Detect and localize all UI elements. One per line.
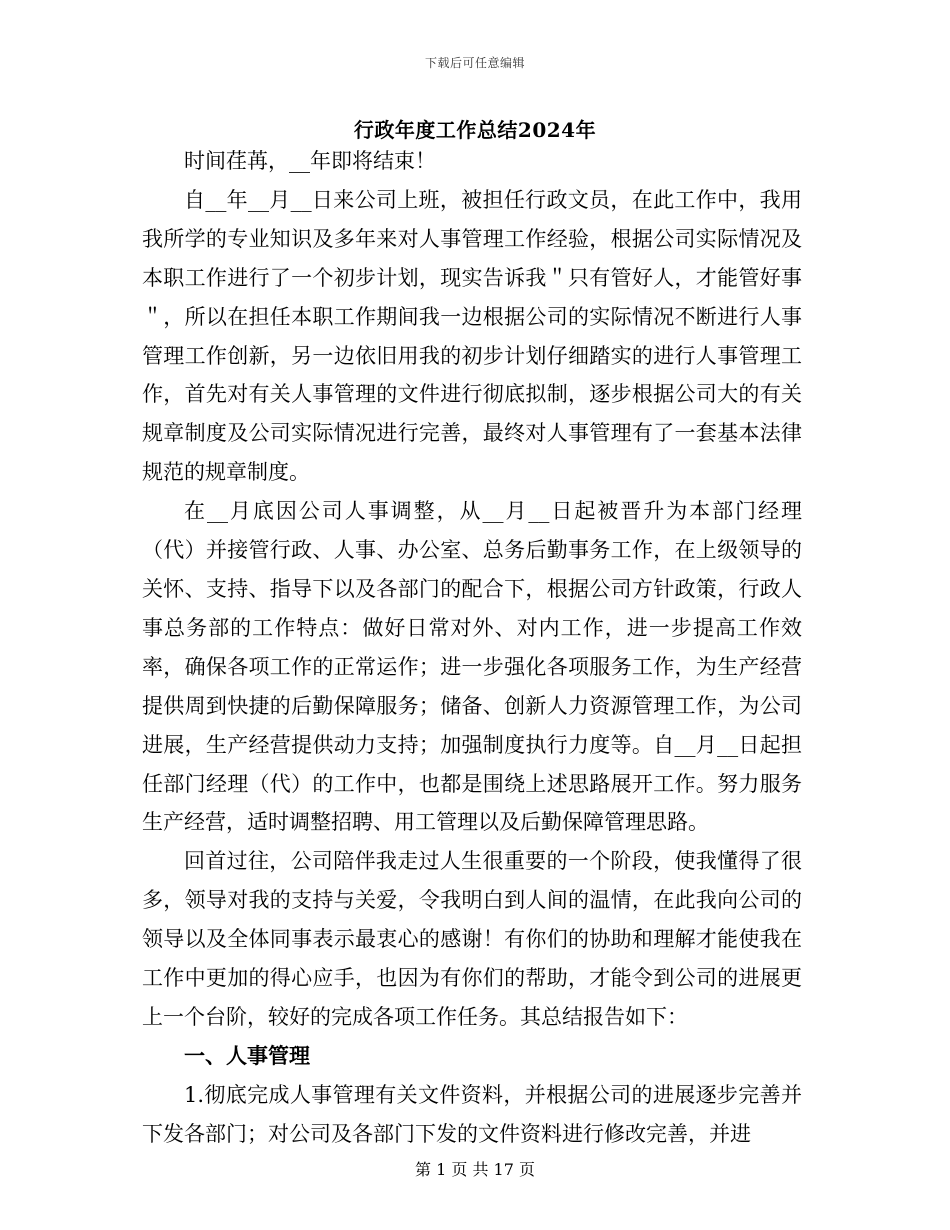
- header-note: 下载后可任意编辑: [424, 56, 525, 70]
- paragraph-gratitude: 回首过往，公司陪伴我走过人生很重要的一个阶段，使我懂得了很多，领导对我的支持与关爱，令我明白到人间的温情，在此我向公司的领导以及全体同事表示最衷心的感谢！有你们的协助和理解才能使我在工作中更加的得心应手，也因为有你们的帮助，才能令到公司的进展更上一个台阶，较好的完成各项工作任务。其总结报告如下：: [142, 849, 802, 1029]
- paragraph-opening: 时间荏苒，__年即将结束！: [184, 149, 436, 173]
- paragraph-section-item: 1.彻底完成人事管理有关文件资料，并根据公司的进展逐步完善并下发各部门；对公司及各部门下发的文件资料进行修改完善，并进: [142, 1082, 802, 1146]
- page-number: 第 1 页 共 17 页: [415, 1160, 535, 1179]
- paragraph-promotion: 在__月底因公司人事调整，从__月__日起被晋升为本部门经理（代）并接管行政、人事、办公室、总务后勤事务工作，在上级领导的关怀、支持、指导下以及各部门的配合下，根据公司方针政策，行政人事总务部的工作特点：做好日常对外、对内工作，进一步提高工作效率，确保各项工作的正常运作；进一步强化各项服务工作，为生产经营提供周到快捷的后勤保障服务；储备、创新人力资源管理工作，为公司进展，生产经营提供动力支持；加强制度执行力度等。自__月__日起担任部门经理（代）的工作中，也都是围绕上述思路展开工作。努力服务生产经营，适时调整招聘、用工管理以及后勤保障管理思路。: [142, 499, 802, 835]
- document-body: [142, 142, 802, 1154]
- paragraph-work-plan: 自__年__月__日来公司上班，被担任行政文员，在此工作中，我用我所学的专业知识及多年来对人事管理工作经验，根据公司实际情况及本职工作进行了一个初步计划，现实告诉我＂只有管好人，才能管好事＂，所以在担任本职工作期间我一边根据公司的实际情况不断进行人事管理工作创新，另一边依旧用我的初步计划仔细踏实的进行人事管理工作，首先对有关人事管理的文件进行彻底拟制，逐步根据公司大的有关规章制度及公司实际情况进行完善，最终对人事管理有了一套基本法律规范的规章制度。: [142, 187, 802, 485]
- document-title: 行政年度工作总结2024年: [353, 118, 597, 142]
- section-heading: 一、人事管理: [184, 1042, 310, 1068]
